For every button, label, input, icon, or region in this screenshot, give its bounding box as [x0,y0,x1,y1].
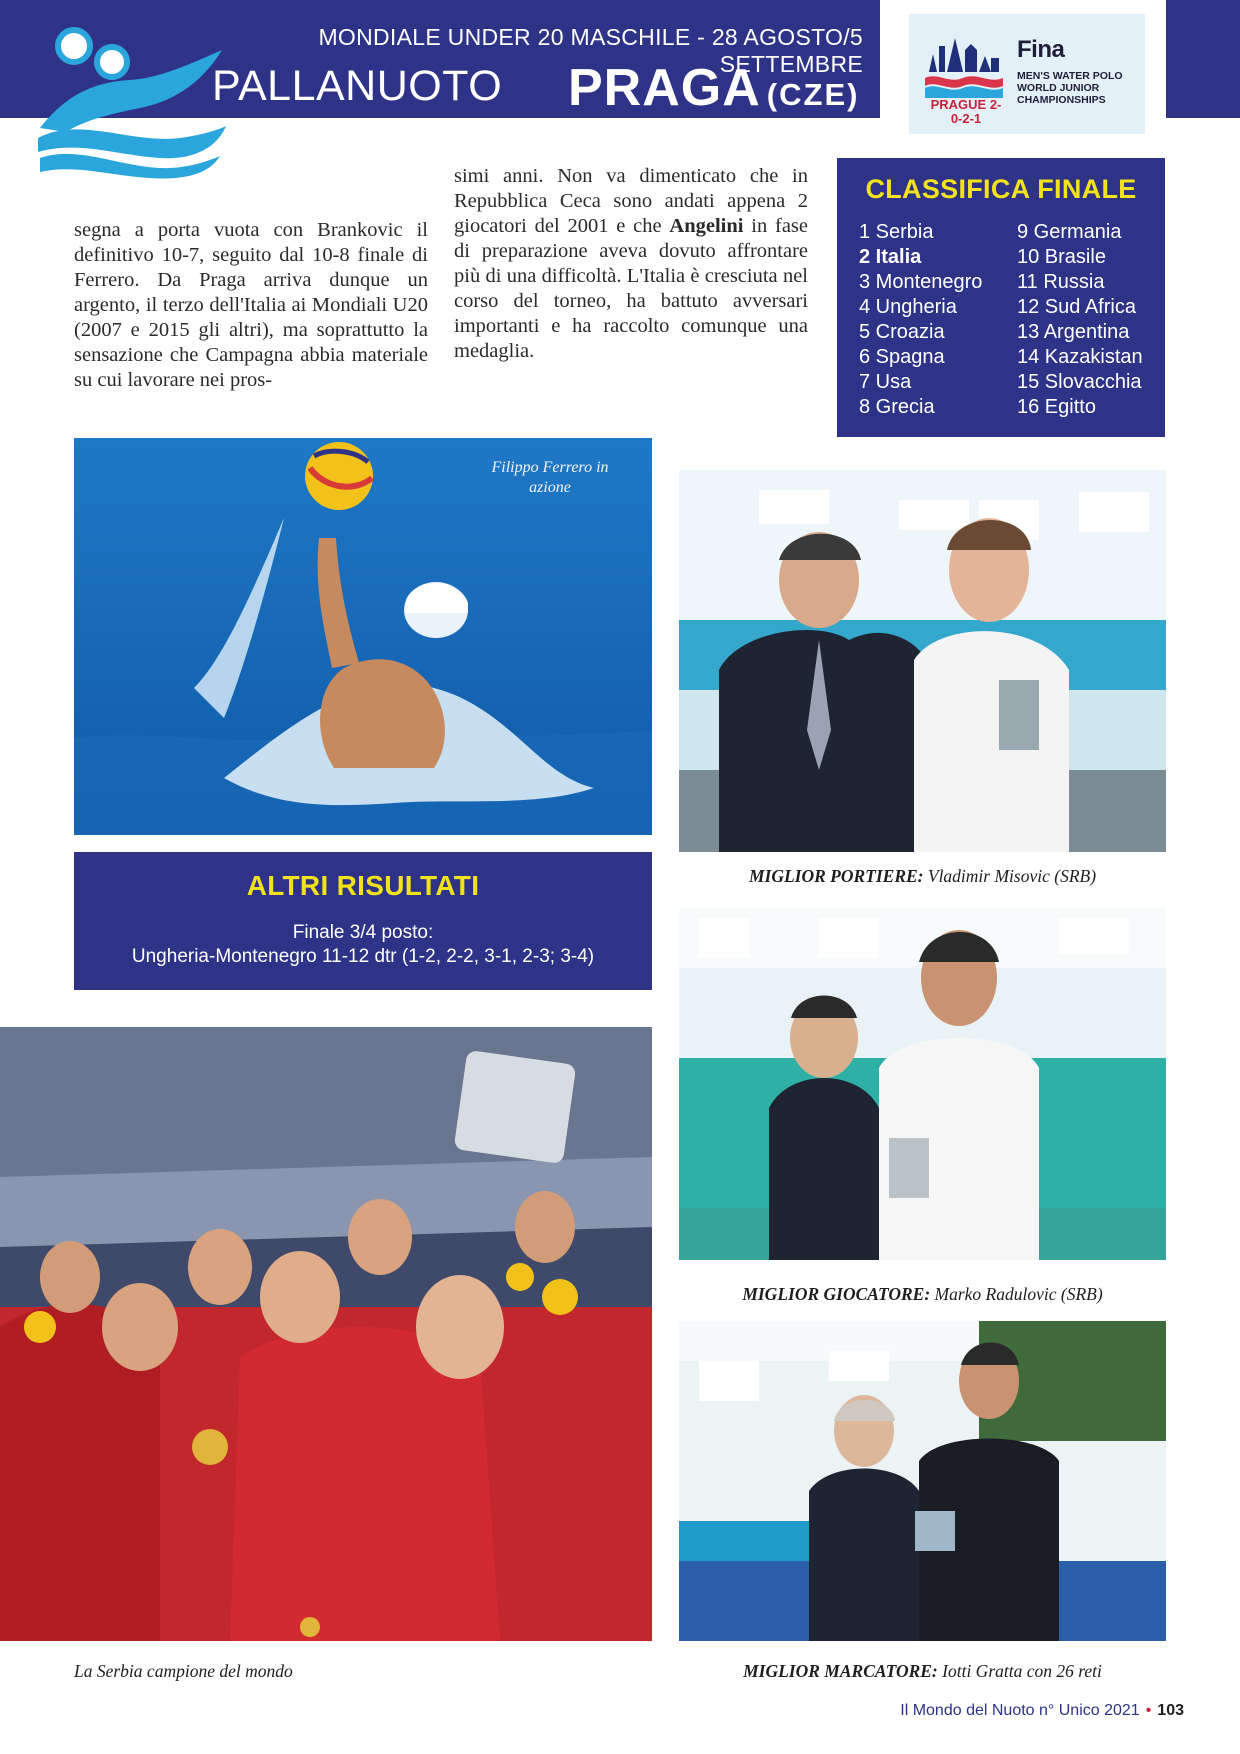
fina-championship-logo [909,14,1145,134]
standing-item: 7 Usa [859,371,912,393]
standing-item: 4 Ungheria [859,296,957,318]
standing-item-italia: 2 Italia [859,246,922,268]
article-column-middle [454,164,808,364]
header-city [568,58,859,118]
footer-magazine: Il Mondo del Nuoto n° Unico 2021 [900,1702,1140,1719]
standing-item: 10 Brasile [1017,246,1106,268]
caption-best-player [679,1284,1166,1305]
header-sport: PALLANUOTO [212,62,503,110]
photo-serbia-celebration [0,1027,652,1641]
altri-risultati-line-2: Ungheria-Montenegro 11-12 dtr (1-2, 2-2, 3-1, 2-3; 3-4) [131,946,595,967]
article-mid-text-1: simi anni. Non va dimenticato che in Repubblica Ceca sono andati appena 2 giocatori del 2001 e che [454,165,808,237]
standing-item: 14 Kazakistan [1017,346,1143,368]
header-subtitle: MONDIALE UNDER 20 MASCHILE - 28 AGOSTO/5 SETTEMBRE [318,24,863,77]
article-mid-bold-name: Angelini [669,215,744,237]
fina-brand: Fina [1017,36,1065,63]
photo-best-goalkeeper-award [679,470,1166,852]
standing-item: 8 Grecia [859,396,935,418]
caption-goalkeeper-text: Vladimir Misovic (SRB) [923,866,1097,886]
standings-right-list [1017,220,1143,420]
altri-risultati-line-1: Finale 3/4 posto: [292,922,434,943]
standing-item: 1 Serbia [859,221,934,243]
standing-item: 6 Spagna [859,346,945,368]
standing-item: 16 Egitto [1017,396,1096,418]
article-column-left: segna a porta vuota con Brankovic il definitivo 10-7, seguito dal 10-8 finale di Ferrero. Da Praga arriva dunque un argento, il terzo dell'Italia ai Mondiali U20 (2007 e 2015 gli altri), ma soprattutto la sensazione che Campagna abbia materiale su cui lavorare nei pros- [74,219,428,391]
photo-caption-ferrero: Filippo Ferrero in azione [491,459,609,496]
caption-goalkeeper-label: MIGLIOR PORTIERE: [748,866,924,886]
caption-best-goalkeeper [679,866,1166,887]
water-polo-logo-icon [30,20,230,180]
caption-player-text: Marko Radulovic (SRB) [930,1284,1103,1304]
footer-bullet: • [1145,1702,1152,1719]
prague-castle-emblem-icon [925,28,1003,98]
fina-event-name: MEN'S WATER POLO WORLD JUNIOR CHAMPIONSHIPS [1017,70,1123,106]
caption-best-scorer [679,1661,1166,1682]
standing-item: 15 Slovacchia [1017,371,1142,393]
standing-item: 5 Croazia [859,321,945,343]
page-number: 103 [1157,1702,1184,1719]
fina-logo-year: PRAGUE 2-0-2-1 [930,97,1002,126]
caption-scorer-label: MIGLIOR MARCATORE: [743,1661,938,1681]
standing-item: 3 Montenegro [859,271,983,293]
caption-player-label: MIGLIOR GIOCATORE: [742,1284,931,1304]
standing-item: 9 Germania [1017,221,1122,243]
article-mid-text-2: in fase di preparazione aveva dovuto affrontare più di una difficoltà. L'Italia è cresciuta nel corso del torneo, ha battuto avversari importanti e ha raccolto comunque una medaglia. [454,215,809,362]
standing-item: 12 Sud Africa [1017,296,1136,318]
page-footer [900,1702,1184,1720]
altri-risultati-title: ALTRI RISULTATI [246,870,480,901]
classifica-title: CLASSIFICA FINALE [865,174,1137,204]
caption-scorer-text: Iotti Gratta con 26 reti [937,1661,1102,1681]
photo-best-scorer-award [679,1321,1166,1641]
caption-serbia: La Serbia campione del mondo [74,1661,293,1681]
photo-best-player-award [679,908,1166,1260]
standing-item: 11 Russia [1017,271,1105,293]
header-right-band [1166,0,1240,118]
standings-left-list [859,220,982,420]
header-city-name: PRAGA [568,59,761,117]
standing-item: 13 Argentina [1017,321,1130,343]
altri-risultati-box [74,852,652,990]
header-country: (CZE) [766,77,860,112]
